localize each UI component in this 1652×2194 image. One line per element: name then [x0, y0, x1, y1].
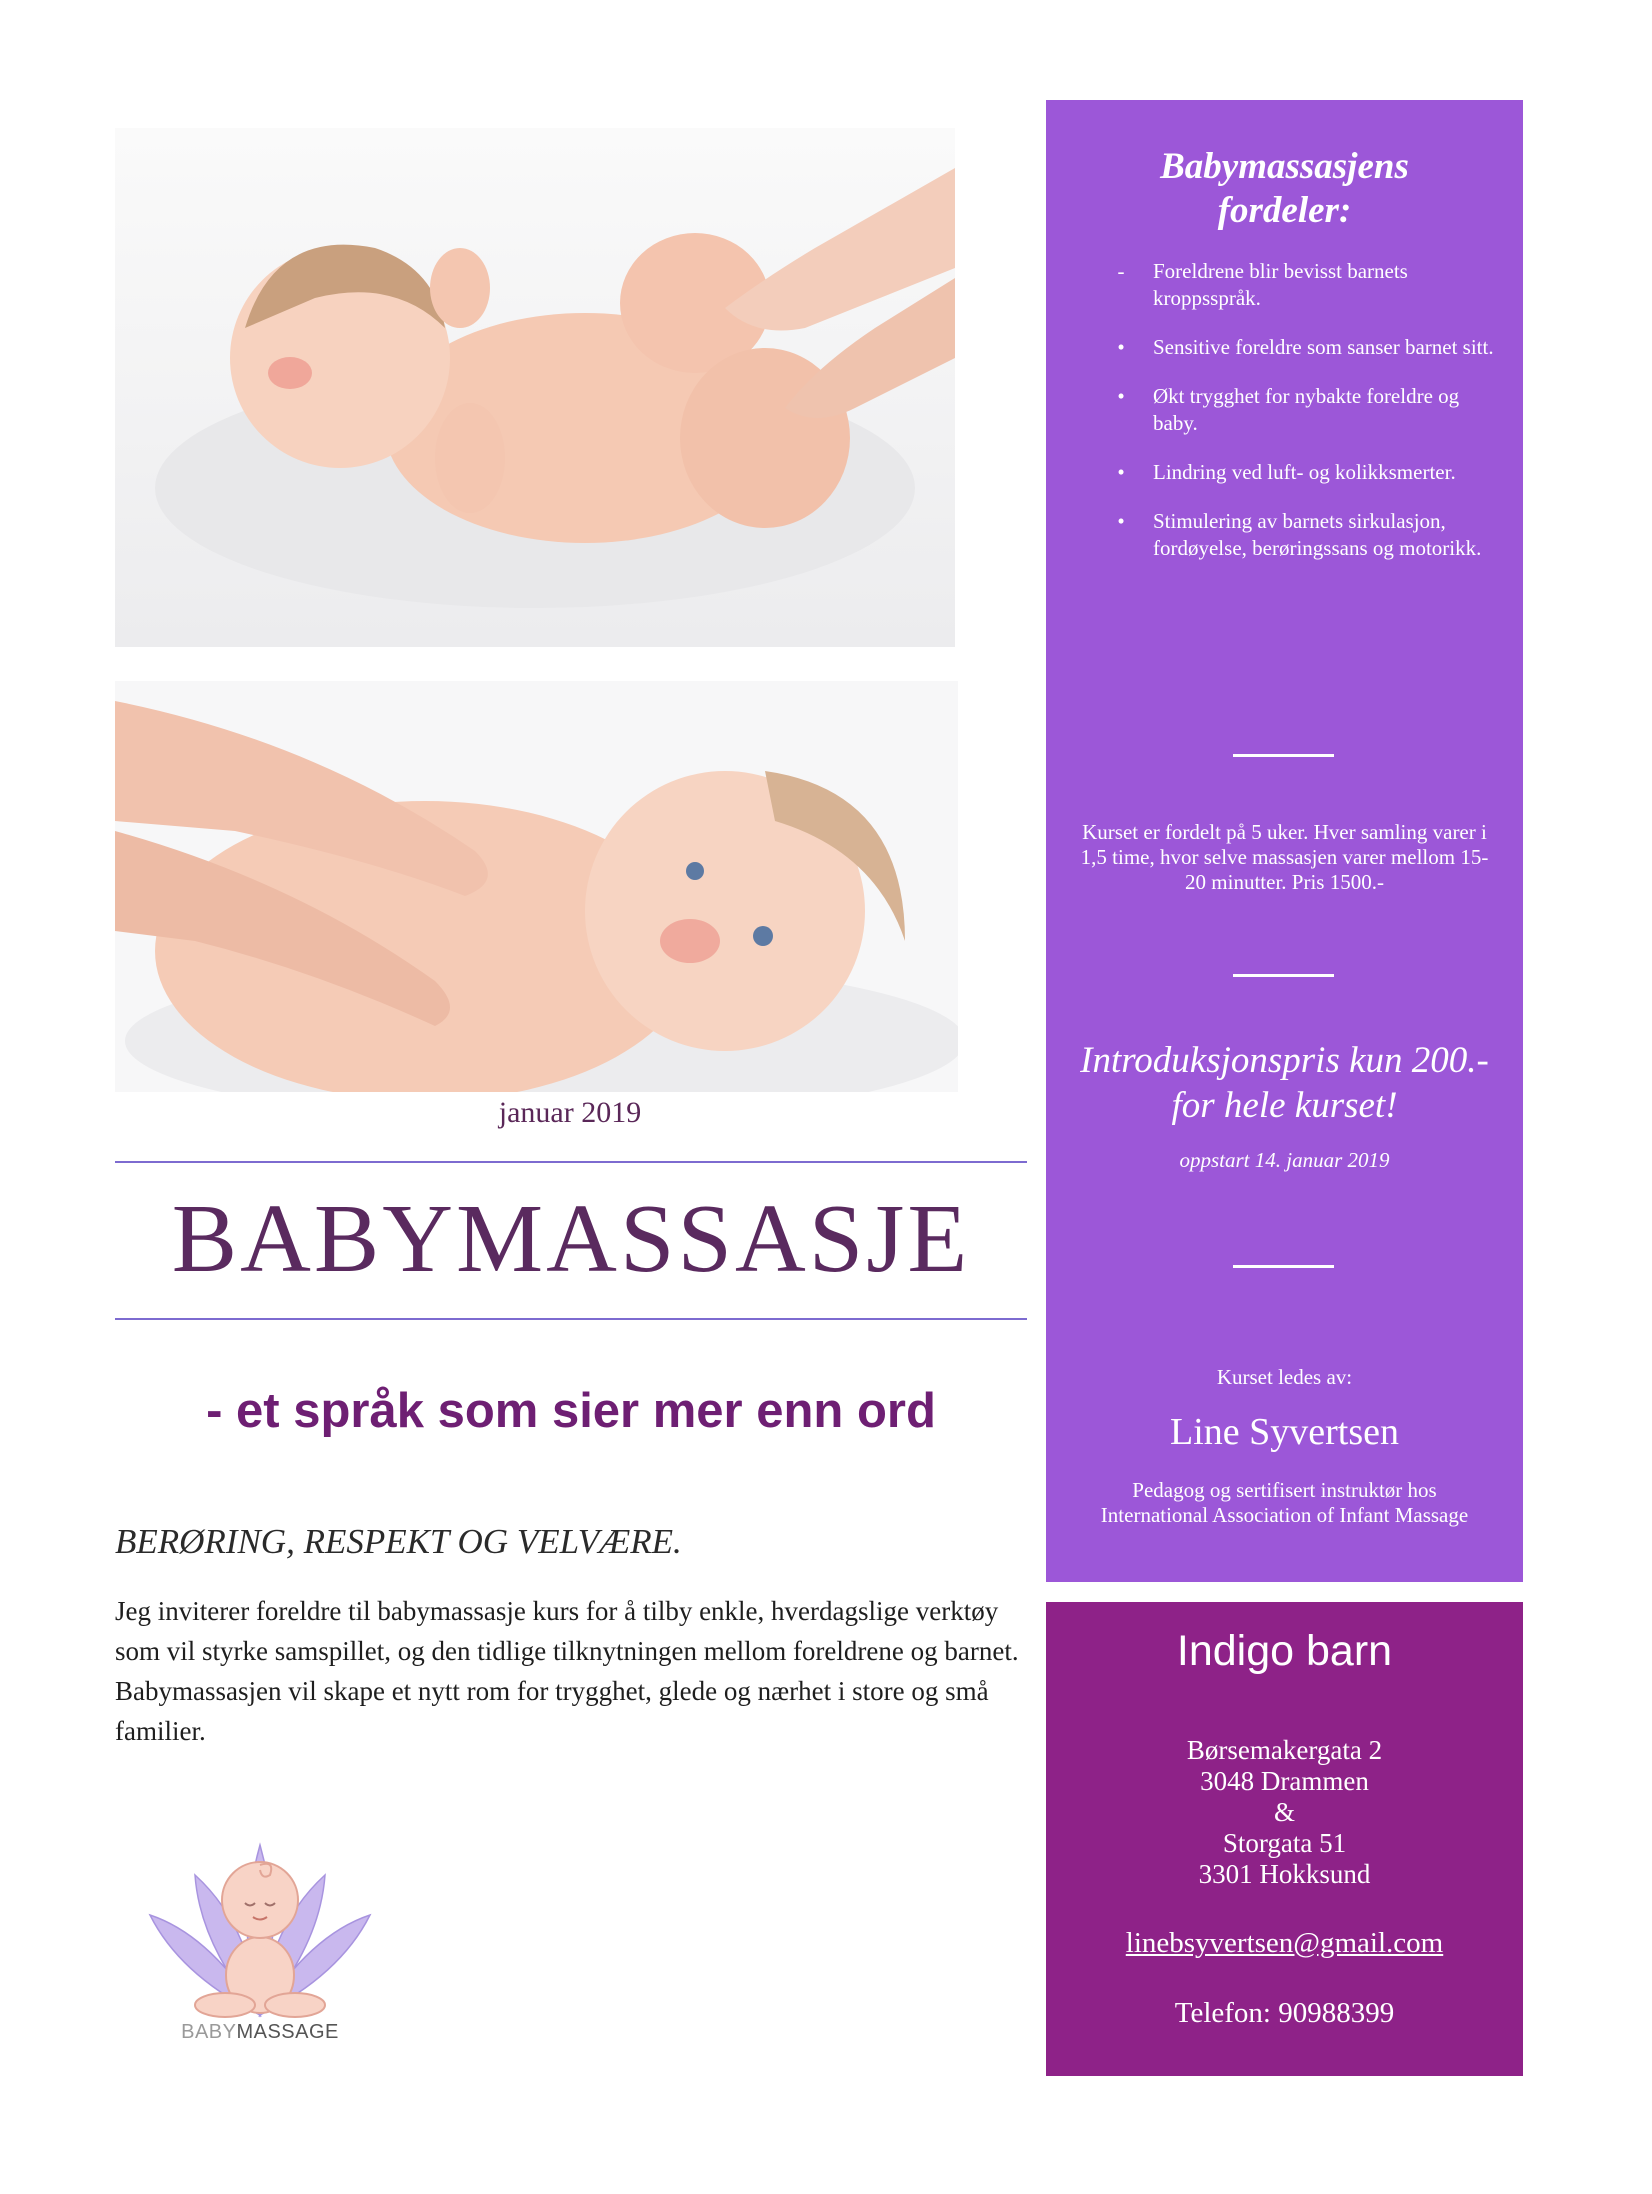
sidebar-divider [1233, 1265, 1334, 1268]
baby-massage-photo-legs [115, 128, 955, 647]
address-line: 3301 Hokksund [1198, 1859, 1371, 1889]
sidebar-divider [1233, 754, 1334, 757]
course-info: Kurset er fordelt på 5 uker. Hver samling varer i 1,5 time, hvor selve massasjen varer mellom 15-20 minutter. Pris 1500.- [1080, 820, 1489, 894]
bullet-marker: - [1117, 259, 1125, 283]
benefits-sidebar [1046, 100, 1523, 1582]
list-item [1111, 508, 1501, 562]
logo-text-massage: MASSAGE [236, 2021, 339, 2043]
organization-name: Indigo barn [1176, 1627, 1393, 1675]
address-line: 3048 Drammen [1200, 1766, 1369, 1796]
address-line: & [1273, 1797, 1295, 1827]
baby-massage-photo-chest [115, 681, 958, 1092]
benefits-list [1111, 258, 1501, 584]
intro-paragraph: Jeg inviterer foreldre til babymassasje kurs for å tilby enkle, hverdagslige verktøy som vil styrke samspillet, og den tidlige tilknytningen mellom foreldrene og barnet. Babymassasjen vil skape et nytt rom for trygghet, glede og nærhet i store og små familier. [115, 1596, 1019, 1746]
instructor-name: Line Syvertsen [1169, 1411, 1399, 1453]
sidebar-divider [1233, 974, 1334, 977]
benefit-text: Lindring ved luft- og kolikksmerter. [1153, 460, 1456, 484]
email-link[interactable]: linebsyvertsen@gmail.com [1125, 1927, 1444, 1959]
address-line: Børsemakergata 2 [1186, 1735, 1383, 1765]
issue-date: januar 2019 [498, 1096, 642, 1129]
bullet-marker: • [1117, 384, 1125, 408]
intro-price: Introduksjonspris kun 200.- for hele kurset! [1080, 1040, 1489, 1126]
led-by-label: Kurset ledes av: [1216, 1365, 1353, 1389]
list-item [1111, 334, 1501, 361]
baby-massage-logo [140, 1825, 380, 2055]
subheading: BERØRING, RESPEKT OG VELVÆRE. [115, 1522, 682, 1561]
benefit-text: Foreldrene blir bevisst barnets kroppsspråk. [1153, 259, 1408, 310]
lotus-baby-icon [140, 1825, 380, 2025]
bullet-marker: • [1117, 335, 1125, 359]
benefits-title [1046, 145, 1523, 233]
bullet-marker: • [1117, 460, 1125, 484]
list-item [1111, 258, 1501, 312]
title-rule-top [115, 1161, 1027, 1163]
instructor-description: Pedagog og sertifisert instruktør hos International Association of Infant Massage [1100, 1478, 1469, 1527]
page-title: BABYMASSASJE [171, 1185, 971, 1293]
phone-number: Telefon: 90988399 [1174, 1997, 1395, 2029]
start-date: oppstart 14. januar 2019 [1179, 1148, 1390, 1172]
baby-massage-logo-text [140, 2021, 380, 2044]
contact-box [1046, 1602, 1523, 2076]
benefits-title-line2: fordeler: [1217, 190, 1352, 231]
address [1046, 1735, 1523, 1890]
list-item [1111, 459, 1501, 486]
benefits-title-line1: Babymassasjens [1160, 146, 1409, 187]
title-rule-bottom [115, 1318, 1027, 1320]
benefit-text: Sensitive foreldre som sanser barnet sitt. [1153, 335, 1494, 359]
bullet-marker: • [1117, 509, 1125, 533]
address-line: Storgata 51 [1222, 1828, 1347, 1858]
benefit-text: Økt trygghet for nybakte foreldre og baby. [1153, 384, 1460, 435]
benefit-text: Stimulering av barnets sirkulasjon, fordøyelse, berøringssans og motorikk. [1153, 509, 1482, 560]
logo-text-baby: BABY [181, 2021, 237, 2043]
tagline: - et språk som sier mer enn ord [206, 1384, 936, 1438]
list-item [1111, 383, 1501, 437]
